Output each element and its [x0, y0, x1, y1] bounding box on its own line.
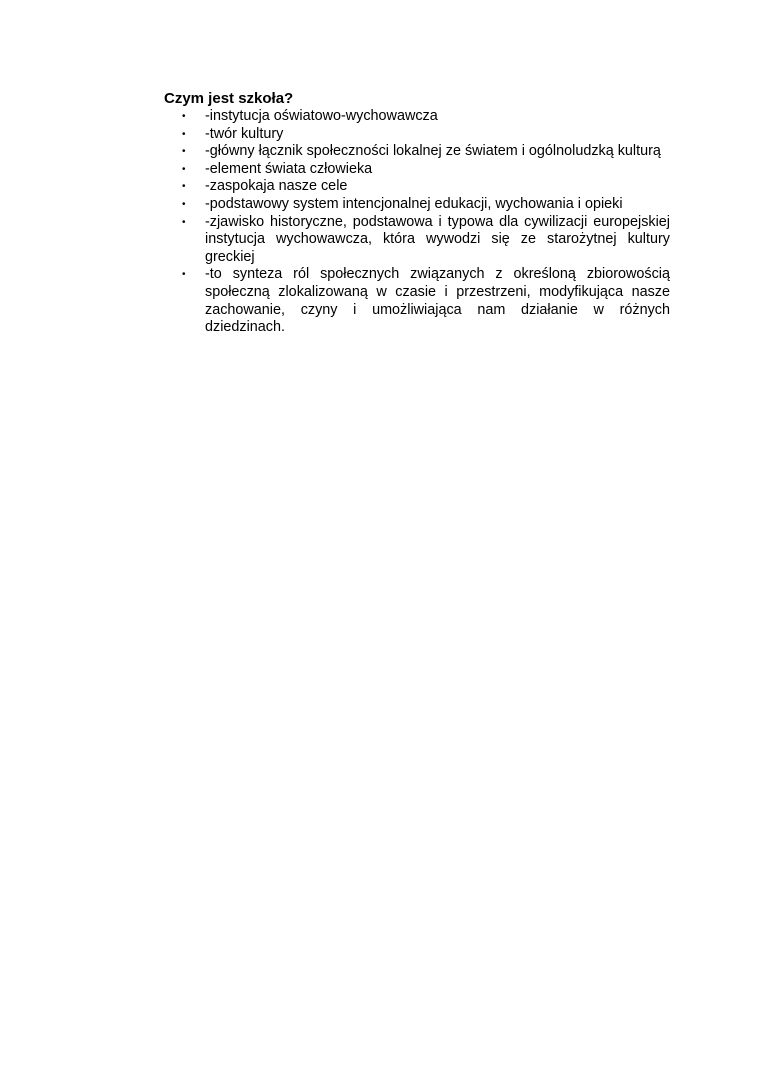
bullet-icon: •	[182, 163, 186, 175]
list-item	[164, 108, 670, 126]
list-item-text: -to synteza ról społecznych związanych z określoną zbiorowością społeczną zlokalizowaną w czasie i przestrzeni, modyfikująca nasze zachowanie, czyny i umożliwiająca nam działanie w różnych dziedzinach.	[205, 266, 670, 336]
bullet-icon: •	[182, 181, 186, 193]
list-item-text: -podstawowy system intencjonalnej edukacji, wychowania i opieki	[205, 195, 623, 212]
list-item-text: -główny łącznik społeczności lokalnej ze światem i ogólnoludzką kulturą	[205, 143, 661, 160]
list-item-text: -twór kultury	[205, 125, 284, 142]
document-heading: Czym jest szkoła?	[164, 90, 294, 107]
list-item	[164, 143, 670, 161]
bullet-icon: •	[182, 146, 186, 158]
list-item	[164, 266, 670, 336]
bullet-list	[164, 108, 670, 337]
bullet-icon: •	[182, 198, 186, 210]
list-item	[164, 126, 670, 144]
list-item	[164, 196, 670, 214]
list-item-text: -zaspokaja nasze cele	[205, 178, 348, 195]
list-item	[164, 214, 670, 267]
bullet-icon: •	[182, 111, 186, 122]
bullet-icon: •	[182, 128, 186, 140]
list-item-text: -element świata człowieka	[205, 160, 373, 177]
list-item	[164, 178, 670, 196]
document-content	[164, 90, 670, 337]
bullet-icon: •	[182, 269, 186, 281]
list-item-text: -instytucja oświatowo-wychowawcza	[205, 108, 438, 124]
list-item	[164, 161, 670, 179]
list-item-text: -zjawisko historyczne, podstawowa i typowa dla cywilizacji europejskiej instytucja wychowawcza, która wywodzi się ze starożytnej kultury greckiej	[205, 213, 670, 265]
bullet-icon: •	[182, 216, 186, 228]
